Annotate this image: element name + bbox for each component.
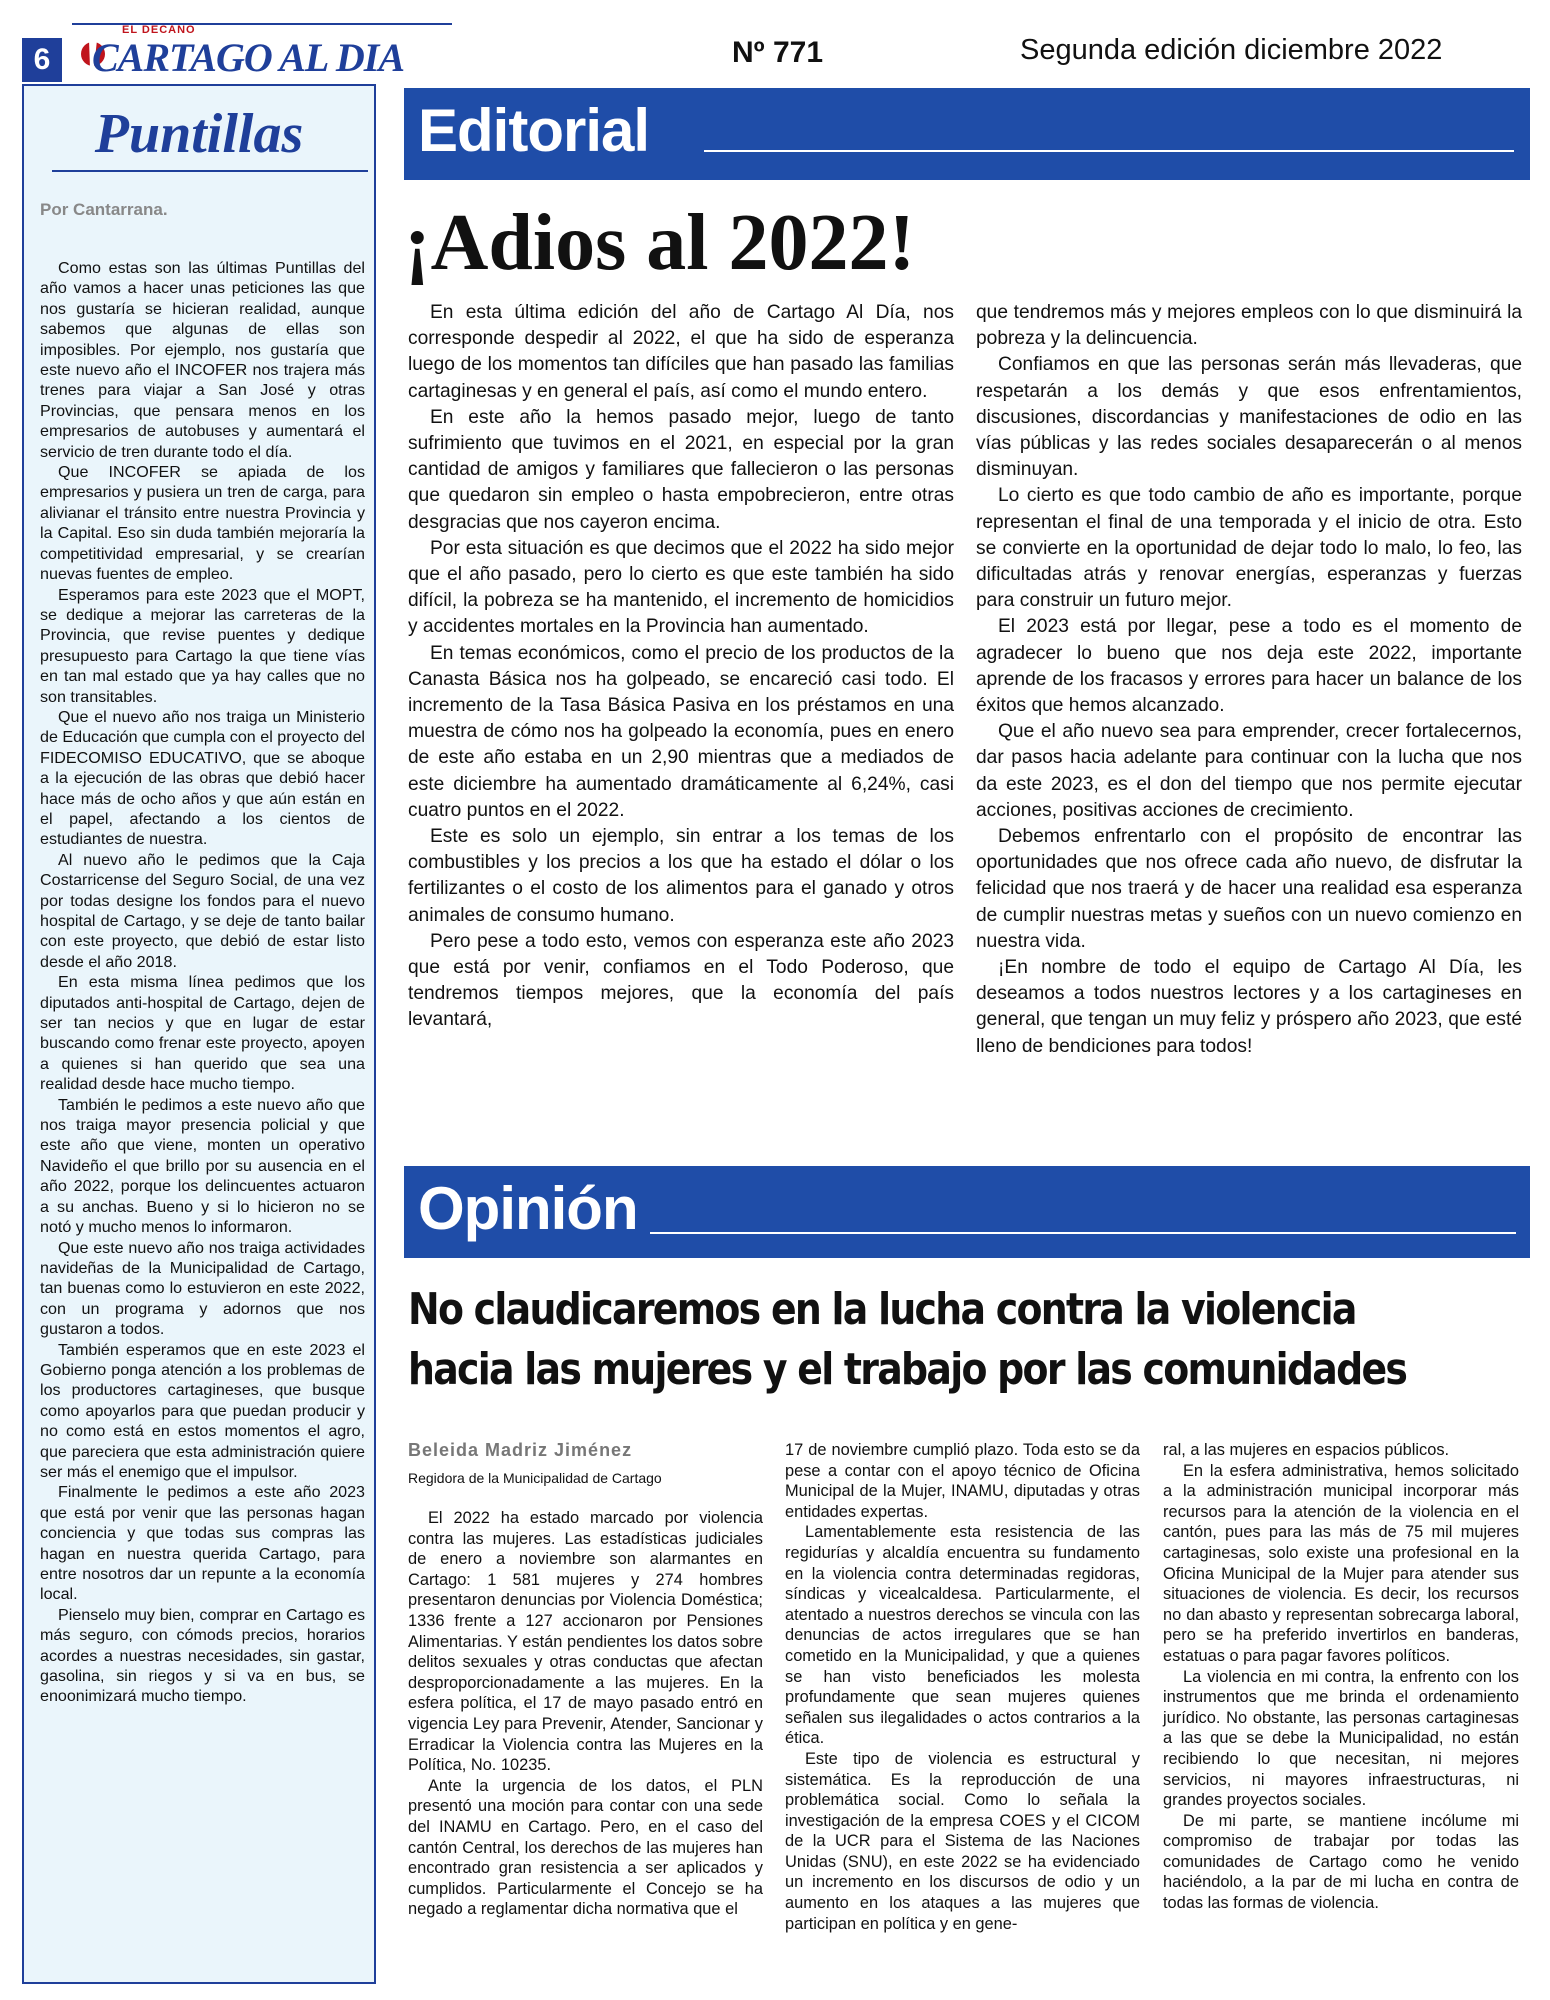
- editorial-paragraph: que tendremos más y mejores empleos con lo que disminuirá la pobreza y la delincuencia.: [976, 302, 1522, 350]
- puntillas-paragraph: Pienselo muy bien, comprar en Cartago es más seguro, con cómods precios, horarios acordes a nuestras necesidades, sin gastar, gasolina, sin riegos y si va en bus, se enoonimizará mucho tiempo.: [40, 1605, 365, 1706]
- editorial-title: ¡Adios al 2022!: [404, 199, 916, 287]
- opinion-author-role: Regidora de la Municipalidad de Cartago: [408, 1470, 662, 1486]
- puntillas-body: [40, 258, 365, 1707]
- opinion-paragraph: 17 de noviembre cumplió plazo. Toda esto se da pese a contar con el apoyo técnico de Oficina Municipal de la Mujer, INAMU, diputadas y otras entidades expertas.: [785, 1441, 1140, 1521]
- editorial-paragraph: En temas económicos, como el precio de los productos de la Canasta Básica nos ha golpeado, se encareció casi todo. El incremento de la Tasa Básica Pasiva en los préstamos en una muestra de cómo nos ha golpeado la economía, pues en enero de este año estaba en un 2,90 mientras que a mediados de este diciembre ha aumentado dramáticamente al 6,24%, casi cuatro puntos en el 2022.: [408, 642, 954, 821]
- opinion-column-1: [408, 1508, 763, 1920]
- opinion-paragraph: Lamentablemente esta resistencia de las regidurías y alcaldía encuentra su fundamento en la violencia contra determinadas regidoras, síndicas y vicealcaldesa. Particularmente, el atentado a nuestros derechos se vincula con las denuncias de actos irregulares que se han cometido en la Municipalidad, y que a quienes se han visto beneficiados les molesta profundamente que sean mujeres quienes señalen sus ilegalidades o actos contrarios a la ética.: [785, 1523, 1140, 1748]
- opinion-author: Beleida Madriz Jiménez: [408, 1440, 633, 1460]
- opinion-paragraph: Ante la urgencia de los datos, el PLN presentó una moción para contar con una sede del INAMU en Cartago. Pero, en el caso del cantón Central, los derechos de las mujeres han encontrado gran resistencia a ser aplicados y cumplidos. Particularmente el Concejo se ha negado a reglamentar dicha normativa que el: [408, 1776, 763, 1919]
- puntillas-paragraph: Esperamos para este 2023 que el MOPT, se dedique a mejorar las carreteras de la Provincia, que revise puentes y dedique presupuesto para Cartago la que tiene vías en tan mal estado que ya hay calles que no son transitables.: [40, 585, 365, 706]
- editorial-paragraph: Este es solo un ejemplo, sin entrar a los temas de los combustibles y los precios a los que ha estado el dólar o los fertilizantes o el costo de los alimentos para el ganado y otros animales de consumo humano.: [408, 826, 954, 926]
- puntillas-paragraph: Que este nuevo año nos traiga actividades navideñas de la Municipalidad de Cartago, tan buenas como lo estuvieron en este 2022, con un programa y adornos que nos gustaron a todos.: [40, 1238, 365, 1339]
- issue-number: Nº 771: [732, 36, 824, 69]
- opinion-headline-line-1: No claudicaremos en la lucha contra la violencia: [408, 1284, 1356, 1335]
- editorial-column-2: [976, 300, 1522, 1060]
- editorial-paragraph: En este año la hemos pasado mejor, luego de tanto sufrimiento que tuvimos en el 2021, en especial por la gran cantidad de amigos y familiares que fallecieron o las personas que quedaron sin empleo o hasta empobrecieron, entre otras desgracias que nos cayeron encima.: [408, 406, 954, 533]
- editorial-column-1: [408, 300, 954, 1034]
- puntillas-paragraph: Que el nuevo año nos traiga un Ministerio de Educación que cumpla con el proyecto del FIDECOMISO EDUCATIVO, que se aboque a la ejecución de las obras que debió hacer hace más de ocho años y que aún están en el papel, afectando a los cientos de estudiantes de nuestra.: [40, 707, 365, 849]
- editorial-paragraph: ¡En nombre de todo el equipo de Cartago Al Día, les deseamos a todos nuestros lectores y a los cartagineses en general, que tengan un muy feliz y próspero año 2023, que esté lleno de bendiciones para todos!: [976, 957, 1522, 1057]
- editorial-paragraph: Lo cierto es que todo cambio de año es importante, porque representan el final de una temporada y el inicio de otra. Esto se convierte en la oportunidad de dejar todo lo malo, lo feo, las dificultadas atrás y renovar energías, esperanzas y fuerzas para construir un futuro mejor.: [976, 485, 1522, 612]
- opinion-headline: [408, 1280, 1407, 1400]
- puntillas-paragraph: En esta misma línea pedimos que los diputados anti-hospital de Cartago, dejen de ser tan necios y que en lugar de estar buscando como frenar este proyecto, apoyen a quienes si han querido que sea una realidad desde hace mucho tiempo.: [40, 973, 365, 1094]
- opinion-bar-rule: [650, 1232, 1516, 1234]
- puntillas-paragraph: También le pedimos a este nuevo año que nos traiga mayor presencia policial y que este año que viene, monten un operativo Navideño el que brillo por su ausencia en el año 2022, porque los delincuentes actuaron a su anchas. Bueno y si lo hicieron no se notó y mucho menos lo informaron.: [40, 1095, 365, 1237]
- editorial-paragraph: En esta última edición del año de Cartago Al Día, nos corresponde despedir al 2022, el que ha sido de esperanza luego de los momentos tan difíciles que han pasado las familias cartaginesas y en general el país, así como el mundo entero.: [408, 302, 954, 402]
- puntillas-paragraph: Como estas son las últimas Puntillas del año vamos a hacer unas peticiones las que nos gustaría se hicieran realidad, aunque sabemos que algunas de ellas son imposibles. Por ejemplo, nos gustaría que este nuevo año el INCOFER nos trajera más trenes para viajar a San José y otras Provincias, que pensara menos en los empresarios de autobuses y aumentará el servicio de tren durante todo el día.: [40, 259, 365, 461]
- masthead-tagline: EL DECANO: [122, 24, 196, 36]
- opinion-paragraph: El 2022 ha estado marcado por violencia contra las mujeres. Las estadísticas judiciales de enero a noviembre son alarmantes en Cartago: 1 581 mujeres y 274 hombres presentaron denuncias por Violencia Doméstica; 1336 frente a 127 accionaron por Pensiones Alimentarias. Y están pendientes los datos sobre delitos sexuales y otras conductas que afectan desproporcionadamente a las mujeres. En la esfera política, el 17 de mayo pasado entró en vigencia Ley para Prevenir, Atender, Sancionar y Erradicar la Violencia contra las Mujeres en la Política, No. 10235.: [408, 1509, 763, 1775]
- opinion-paragraph: Este tipo de violencia es estructural y sistemática. Es la reproducción de una problemática social. Como lo señala la investigación de la empresa COES y el CICOM de la UCR para el Sistema de las Naciones Unidas (SNU), en este 2022 se ha evidenciado un incremento en los discursos de odio y un aumento en los ataques a las mujeres que participan en política y en gene-: [785, 1749, 1140, 1933]
- editorial-paragraph: El 2023 está por llegar, pese a todo es el momento de agradecer lo bueno que nos deja este 2022, importante aprende de los fracasos y errores para hacer un balance de los éxitos que hemos alcanzado.: [976, 616, 1522, 717]
- opinion-paragraph: De mi parte, se mantiene incólume mi compromiso de trabajar por todas las comunidades de Cartago como he venido haciéndolo, a la par de mi lucha en contra de todas las formas de violencia.: [1163, 1811, 1519, 1913]
- opinion-section-label: Opinión: [418, 1175, 638, 1242]
- puntillas-paragraph: También esperamos que en este 2023 el Gobierno ponga atención a los problemas de los productores cartagineses, que busque como apoyarlos para que puedan producir y no como está en estos momentos el agro, que pareciera que esta administración quiere ser más el enemigo que el impulsor.: [40, 1340, 365, 1481]
- editorial-paragraph: Por esta situación es que decimos que el 2022 ha sido mejor que el año pasado, pero lo cierto es que este también ha sido difícil, la pobreza se ha mantenido, el incremento de homicidios y accidentes mortales en la Provincia han aumentado.: [408, 537, 954, 638]
- editorial-paragraph: Pero pese a todo esto, vemos con esperanza este año 2023 que está por venir, confiamos en el Todo Poderoso, que tendremos tiempos mejores, que la economía del país levantará,: [408, 930, 954, 1031]
- puntillas-paragraph: Finalmente le pedimos a este año 2023 que está por venir que las personas hagan conciencia y que todas sus compras las hagan en nuestra querida Cartago, para entre nosotros dar un repunte a la economía local.: [40, 1483, 365, 1604]
- masthead-title: CARTAGO AL DIA: [92, 35, 404, 80]
- opinion-column-2: [785, 1440, 1140, 1934]
- opinion-headline-line-2: hacia las mujeres y el trabajo por las comunidades: [408, 1344, 1407, 1395]
- opinion-section-bar: [404, 1166, 1530, 1258]
- editorial-paragraph: Confiamos en que las personas serán más llevaderas, que respetarán a los demás y que esos enfrentamientos, discusiones, discordancias y manifestaciones de odio en las vías públicas y las redes sociales desaparecerán o al menos disminuyan.: [976, 354, 1522, 481]
- editorial-section-bar: [404, 88, 1530, 180]
- opinion-column-3: [1163, 1440, 1519, 1914]
- opinion-paragraph: En la esfera administrativa, hemos solicitado a la administración municipal incorporar más recursos para la atención de la violencia en el cantón, pues para las más de 75 mil mujeres cartaginesas, solo existe una profesional en la Oficina Municipal de la Mujer para atender sus situaciones de violencia. Es decir, los recursos no dan abasto y representan sobrecarga laboral, pero se ha preferido invertirlos en banderas, estatuas o para pagar favores políticos.: [1163, 1461, 1519, 1665]
- editorial-paragraph: Que el año nuevo sea para emprender, crecer fortalecernos, dar pasos hacia adelante para continuar con la lucha que nos da este 2023, es el don del tiempo que nos permite ejecutar acciones, positivas acciones de crecimiento.: [976, 721, 1522, 821]
- opinion-paragraph: ral, a las mujeres en espacios públicos.: [1163, 1441, 1450, 1459]
- page-number: 6: [22, 38, 62, 82]
- editorial-section-label: Editorial: [418, 97, 650, 164]
- puntillas-paragraph: Que INCOFER se apiada de los empresarios y pusiera un tren de carga, para alivianar el tránsito entre nuestra Provincia y la Capital. Eso sin duda también mejoraría la competitividad empresarial, y se crearían nuevas fuentes de empleo.: [40, 463, 365, 584]
- edition-label: Segunda edición diciembre 2022: [1020, 34, 1443, 66]
- puntillas-title: Puntillas: [94, 103, 304, 165]
- opinion-paragraph: La violencia en mi contra, la enfrento con los instrumentos que me brinda el ordenamiento jurídico. No obstante, las personas cartaginesas a las que se debe la Municipalidad, no están recibiendo lo que necesitan, ni mejores servicios, ni mayores infraestructuras, ni grandes proyectos sociales.: [1163, 1667, 1519, 1810]
- puntillas-byline: Por Cantarrana.: [40, 200, 168, 219]
- editorial-bar-rule: [704, 150, 1514, 152]
- editorial-paragraph: Debemos enfrentarlo con el propósito de encontrar las oportunidades que nos ofrece cada año nuevo, de disfrutar la felicidad que nos traerá y de hacer una realidad esa esperanza de cumplir nuestras metas y sueños con un nuevo comienzo en nuestra vida.: [976, 826, 1522, 952]
- puntillas-rule: [52, 170, 368, 172]
- puntillas-paragraph: Al nuevo año le pedimos que la Caja Costarricense del Seguro Social, de una vez por todas designe los fondos para el nuevo hospital de Cartago, y se deje de tanto bailar con este proyecto, que debió de estar listo desde el año 2018.: [40, 850, 365, 971]
